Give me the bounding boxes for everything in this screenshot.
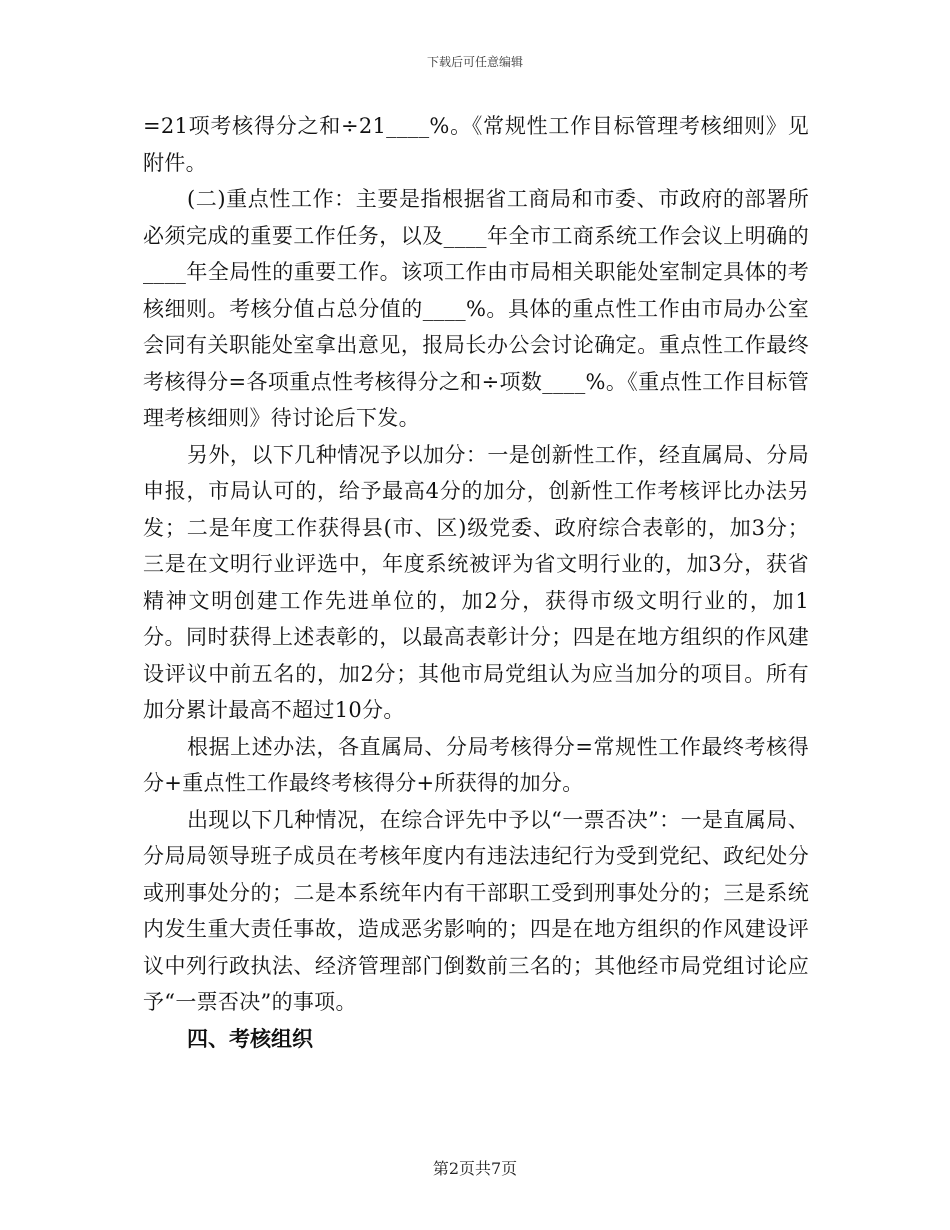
paragraph-veto: 出现以下几种情况，在综合评先中予以“一票否决”：一是直属局、分局局领导班子成员在考核年度内有违法违纪行为受到党纪、政纪处分或刑事处分的；二是本系统年内有干部职工受到刑事处分的；三是系统内发生重大责任事故，造成恶劣影响的；四是在地方组织的作风建设评议中列行政执法、经济管理部门倒数前三名的；其他经市局党组讨论应予“一票否决”的事项。 xyxy=(143,807,809,1014)
paragraph-key-work: (二)重点性工作：主要是指根据省工商局和市委、市政府的部署所必须完成的重要工作任务，以及____年全市工商系统工作会议上明确的____年全局性的重要工作。该项工作由市局相关职能处室制定具体的考核细则。考核分值占总分值的____%。具体的重点性工作由市局办公室会同有关职能处室拿出意见，报局长办公会讨论确定。重点性工作最终考核得分=各项重点性考核得分之和÷项数____%。《重点性工作目标管理考核细则》待讨论后下发。 xyxy=(143,187,809,430)
document-body xyxy=(143,108,809,1057)
section-heading: 四、考核组织 xyxy=(187,1026,313,1051)
paragraph-bonus-points: 另外，以下几种情况予以加分：一是创新性工作，经直属局、分局申报，市局认可的，给予最高4分的加分，创新性工作考核评比办法另发；二是年度工作获得县(市、区)级党委、政府综合表彰的，加3分；三是在文明行业评选中，年度系统被评为省文明行业的，加3分，获省精神文明创建工作先进单位的，加2分，获得市级文明行业的，加1分。同时获得上述表彰的，以最高表彰计分；四是在地方组织的作风建设评议中前五名的，加2分；其他市局党组认为应当加分的项目。所有加分累计最高不超过10分。 xyxy=(143,442,809,722)
page-footer: 第2页共7页 xyxy=(432,1159,518,1178)
paragraph-continuation: =21项考核得分之和÷21____%。《常规性工作目标管理考核细则》见附件。 xyxy=(143,114,809,175)
paragraph-score-formula: 根据上述办法，各直属局、分局考核得分=常规性工作最终考核得分+重点性工作最终考核得分+所获得的加分。 xyxy=(143,734,809,795)
page-header: 下载后可任意编辑 xyxy=(426,55,523,69)
